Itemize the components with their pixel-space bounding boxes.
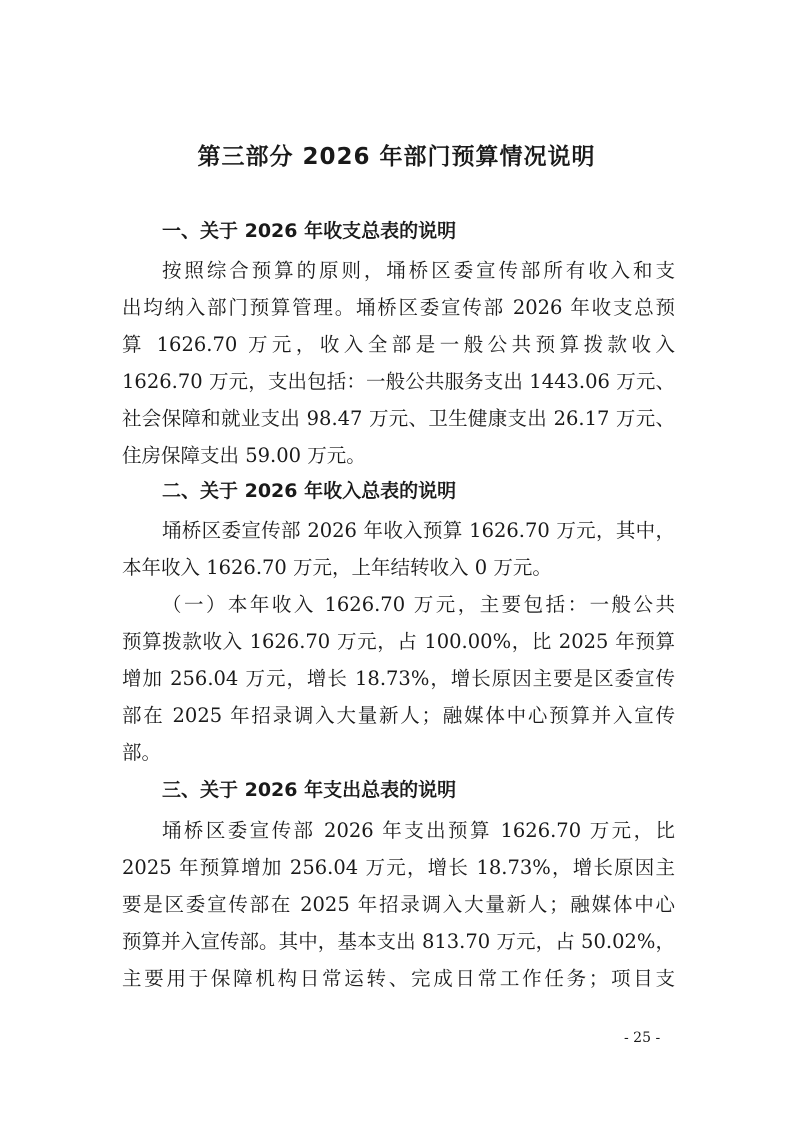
paragraph-line: 要是区委宣传部在 2025 年招录调入大量新人；融媒体中心 [122,893,675,916]
paragraph-line: 社会保障和就业支出 98.47 万元、卫生健康支出 26.17 万元、 [122,407,675,430]
paragraph-line: 2025 年预算增加 256.04 万元，增长 18.73%，增长原因主 [122,856,675,879]
paragraph-line: 预算拨款收入 1626.70 万元，占 100.00%，比 2025 年预算 [122,630,675,653]
paragraph-line: 本年收入 1626.70 万元，上年结转收入 0 万元。 [122,556,552,579]
section-3-paragraph [122,812,675,997]
paragraph-line: 算 1626.70 万元，收入全部是一般公共预算拨款收入 [122,333,675,356]
paragraph-line: （一）本年收入 1626.70 万元，主要包括：一般公共 [162,593,675,616]
page-number: - 25 - [624,1030,661,1046]
section-2-paragraph [122,512,675,771]
page-title: 第三部分 2026 年部门预算情况说明 [197,144,596,170]
paragraph-line: 增加 256.04 万元，增长 18.73%，增长原因主要是区委宣传 [122,667,675,690]
paragraph-line: 埇桥区委宣传部 2026 年支出预算 1626.70 万元，比 [162,819,675,842]
section-heading-3: 三、关于 2026 年支出总表的说明 [162,779,457,801]
paragraph-line: 按照综合预算的原则，埇桥区委宣传部所有收入和支 [162,259,675,282]
section-heading-2: 二、关于 2026 年收入总表的说明 [162,480,457,502]
paragraph-line: 预算并入宣传部。其中，基本支出 813.70 万元，占 50.02%， [122,930,675,953]
paragraph-line: 埇桥区委宣传部 2026 年收入预算 1626.70 万元，其中， [162,519,675,542]
section-heading-1: 一、关于 2026 年收支总表的说明 [162,220,457,242]
paragraph-line: 部在 2025 年招录调入大量新人；融媒体中心预算并入宣传 [122,704,675,727]
section-1-paragraph [122,252,675,474]
paragraph-line: 1626.70 万元，支出包括：一般公共服务支出 1443.06 万元、 [122,370,675,393]
paragraph-line: 住房保障支出 59.00 万元。 [122,444,366,467]
paragraph-line: 部。 [122,741,162,764]
paragraph-line: 主要用于保障机构日常运转、完成日常工作任务；项目支 [122,967,675,990]
paragraph-line: 出均纳入部门预算管理。埇桥区委宣传部 2026 年收支总预 [122,296,675,319]
